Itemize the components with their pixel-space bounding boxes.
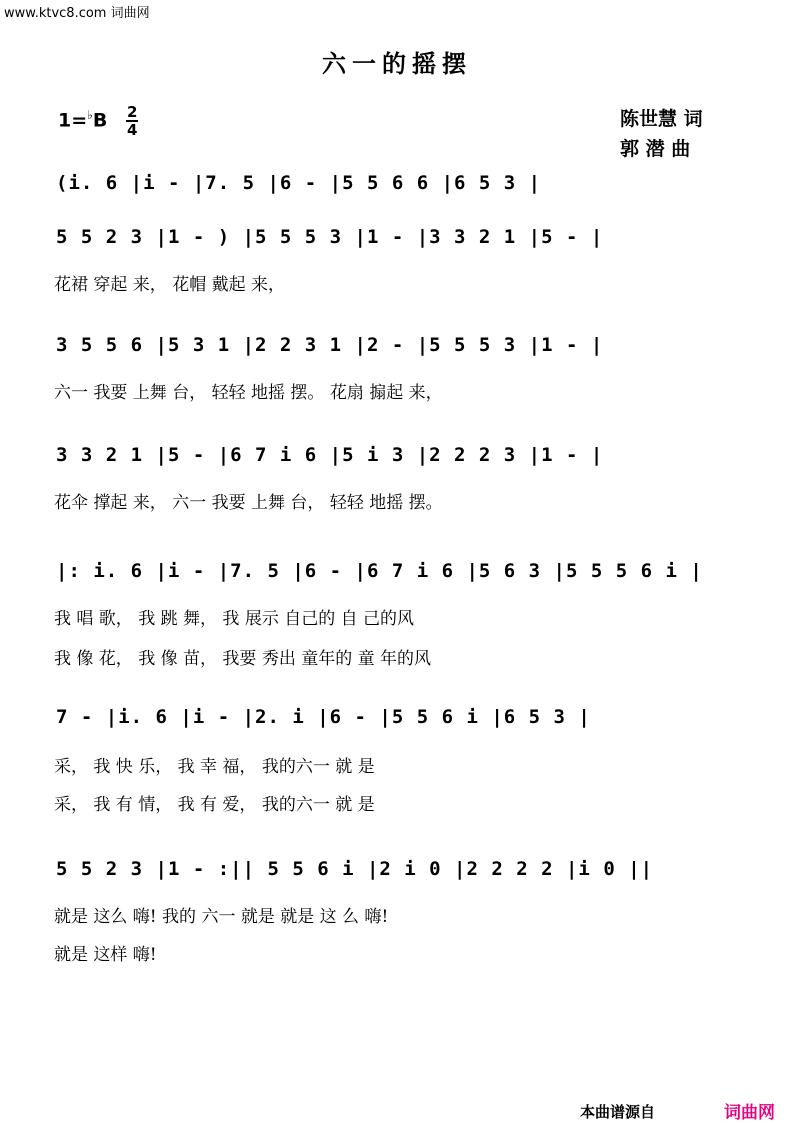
site-logo[interactable]: 词曲网 bbox=[724, 1103, 775, 1123]
time-signature bbox=[126, 104, 138, 138]
song-title: 六一的摇摆 bbox=[322, 49, 472, 78]
notation-line: 3 3 2 1 |5 - |6 7 i 6 |5 i 3 |2 2 2 3 |1 - | bbox=[56, 444, 604, 466]
key-signature bbox=[58, 108, 107, 131]
notation-line: |: i. 6 |i - |7. 5 |6 - |6 7 i 6 |5 6 3 |5 5 5 6 i | bbox=[56, 560, 703, 582]
meter-bottom: 4 bbox=[127, 121, 138, 139]
composer-credit: 郭 潜 曲 bbox=[620, 138, 691, 160]
key-note: B bbox=[92, 109, 108, 132]
lyric-line: 花裙 穿起 来， 花帽 戴起 来， bbox=[54, 275, 286, 295]
lyric-line: 采， 我 有 情， 我 有 爱， 我的六一 就 是 bbox=[54, 795, 375, 815]
meter-top: 2 bbox=[127, 103, 138, 121]
site-watermark: www.ktvc8.com 词曲网 bbox=[4, 6, 150, 21]
lyric-line: 花伞 撑起 来， 六一 我要 上舞 台， 轻轻 地摇 摆。 bbox=[54, 493, 443, 513]
lyricist-credit: 陈世慧 词 bbox=[620, 108, 703, 130]
lyric-line: 就是 这么 嗨! 我的 六一 就是 就是 这 么 嗨! bbox=[54, 907, 389, 927]
key-prefix: 1= bbox=[58, 109, 88, 132]
notation-line: 3 5 5 6 |5 3 1 |2 2 3 1 |2 - |5 5 5 3 |1 - | bbox=[56, 334, 604, 356]
notation-line: 5 5 2 3 |1 - ) |5 5 5 3 |1 - |3 3 2 1 |5 - | bbox=[56, 226, 604, 248]
lyric-line: 就是 这样 嗨! bbox=[54, 945, 157, 965]
flat-sign: ♭ bbox=[87, 108, 93, 122]
notation-line: 7 - |i. 6 |i - |2. i |6 - |5 5 6 i |6 5 3 | bbox=[56, 706, 591, 728]
notation-line: (i. 6 |i - |7. 5 |6 - |5 5 6 6 |6 5 3 | bbox=[56, 172, 542, 194]
lyric-line: 六一 我要 上舞 台， 轻轻 地摇 摆。 花扇 搧起 来， bbox=[54, 383, 443, 403]
lyric-line: 采， 我 快 乐， 我 幸 福， 我的六一 就 是 bbox=[54, 757, 375, 777]
notation-line: 5 5 2 3 |1 - :|| 5 5 6 i |2 i 0 |2 2 2 2 |i 0 || bbox=[56, 858, 654, 880]
lyric-line: 我 像 花， 我 像 苗， 我要 秀出 童年的 童 年的风 bbox=[54, 649, 432, 669]
source-label: 本曲谱源自 bbox=[580, 1103, 656, 1121]
lyric-line: 我 唱 歌， 我 跳 舞， 我 展示 自己的 自 己的风 bbox=[54, 609, 415, 629]
